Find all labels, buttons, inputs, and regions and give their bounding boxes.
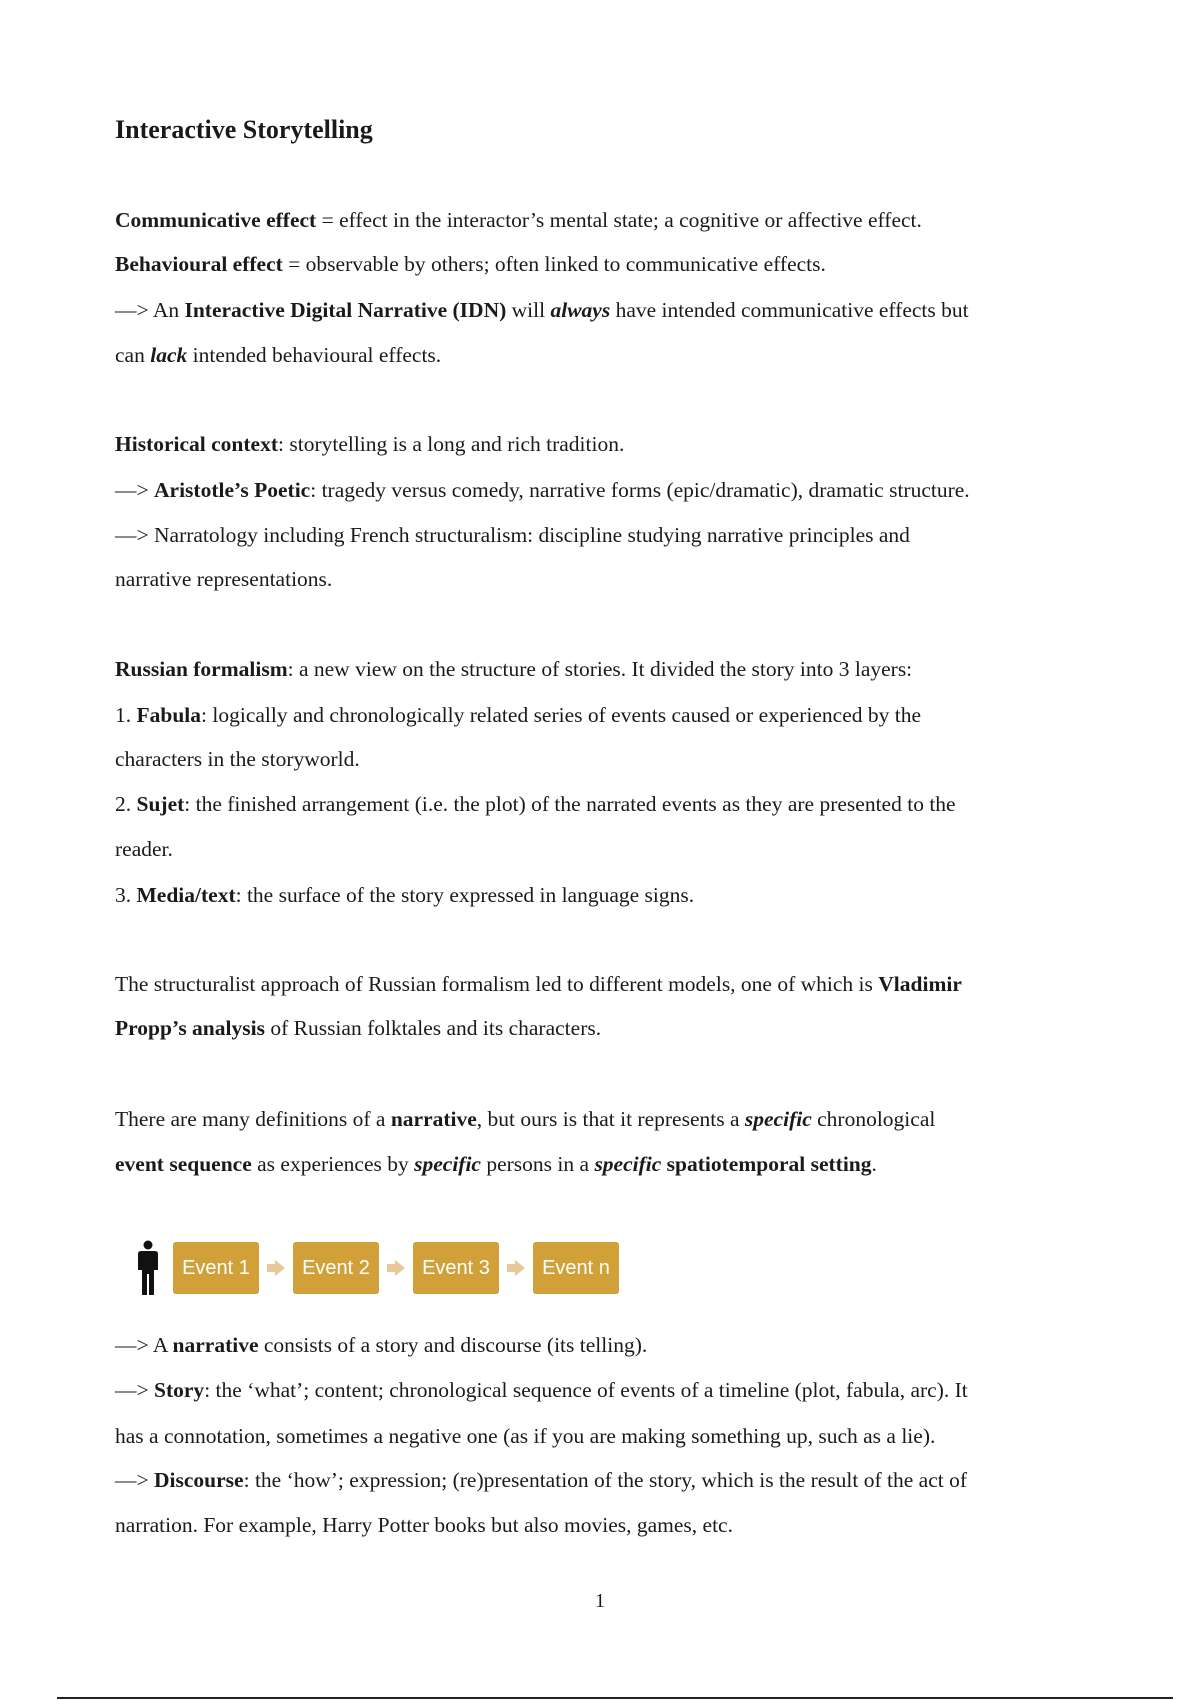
historical-context-line: Historical context: storytelling is a long and rich tradition. <box>115 432 625 456</box>
aristotle-line: —> Aristotle’s Poetic: tragedy versus comedy, narrative forms (epic/dramatic), dramatic structure. <box>115 478 970 502</box>
narrative-consists-line: —> A narrative consists of a story and discourse (its telling). <box>115 1333 648 1357</box>
behavioural-effect-line: Behavioural effect = observable by others; often linked to communicative effects. <box>115 252 826 276</box>
person-icon <box>135 1240 161 1296</box>
page-title: Interactive Storytelling <box>115 115 373 144</box>
narratology-line-continued: narrative representations. <box>115 567 333 591</box>
russian-formalism-line: Russian formalism: a new view on the structure of stories. It divided the story into 3 layers: <box>115 657 913 681</box>
story-line: —> Story: the ‘what’; content; chronological sequence of events of a timeline (plot, fabula, arc). It <box>115 1378 968 1402</box>
discourse-line-continued: narration. For example, Harry Potter books but also movies, games, etc. <box>115 1513 733 1537</box>
narrative-definition-line-continued: event sequence as experiences by specific persons in a specific spatiotemporal setting. <box>115 1152 877 1176</box>
story-line-continued: has a connotation, sometimes a negative one (as if you are making something up, such as a lie). <box>115 1424 936 1448</box>
fabula-line: 1. Fabula: logically and chronologically related series of events caused or experienced by the <box>115 703 921 727</box>
page-divider <box>57 1697 1173 1699</box>
discourse-line: —> Discourse: the ‘how’; expression; (re)presentation of the story, which is the result of the act of <box>115 1468 968 1492</box>
fabula-line-continued: characters in the storyworld. <box>115 747 360 771</box>
event-box-2: Event 2 <box>293 1242 379 1294</box>
propp-line-continued: Propp’s analysis of Russian folktales and its characters. <box>115 1016 602 1040</box>
propp-line: The structuralist approach of Russian formalism led to different models, one of which is Vladimir <box>115 972 962 996</box>
event-box-1: Event 1 <box>173 1242 259 1294</box>
event-sequence-diagram <box>135 1240 619 1296</box>
arrow-icon <box>259 1259 293 1277</box>
event-box-3: Event 3 <box>413 1242 499 1294</box>
communicative-effect-line: Communicative effect = effect in the interactor’s mental state; a cognitive or affective effect. <box>115 208 922 232</box>
media-text-line: 3. Media/text: the surface of the story expressed in language signs. <box>115 883 695 907</box>
sujet-line: 2. Sujet: the finished arrangement (i.e. the plot) of the narrated events as they are presented to the <box>115 792 956 816</box>
arrow-icon <box>379 1259 413 1277</box>
sujet-line-continued: reader. <box>115 837 173 861</box>
page-number: 1 <box>595 1590 605 1612</box>
idn-line: —> An Interactive Digital Narrative (IDN) will always have intended communicative effects but <box>115 298 969 322</box>
narratology-line: —> Narratology including French structuralism: discipline studying narrative principles and <box>115 523 910 547</box>
narrative-definition-line: There are many definitions of a narrative, but ours is that it represents a specific chronological <box>115 1107 936 1131</box>
arrow-icon <box>499 1259 533 1277</box>
idn-line-continued: can lack intended behavioural effects. <box>115 343 442 367</box>
event-box-n: Event n <box>533 1242 619 1294</box>
